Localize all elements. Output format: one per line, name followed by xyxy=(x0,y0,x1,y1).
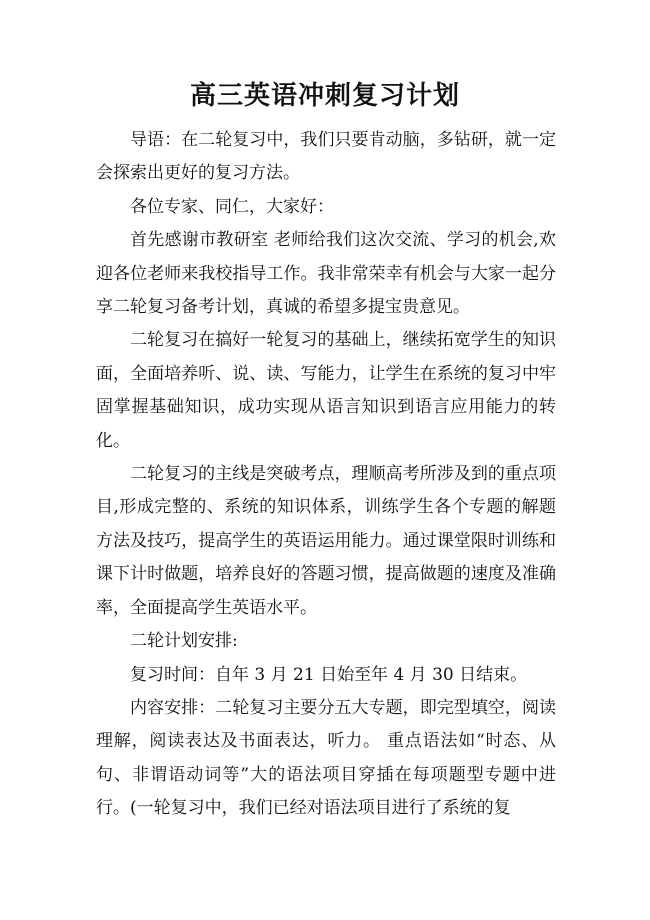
paragraph-plan-heading: 二轮计划安排: xyxy=(130,631,238,652)
document-body xyxy=(96,124,556,826)
document-title: 高三英语冲刺复习计划 xyxy=(189,81,460,111)
paragraph-content-plan: 内容安排：二轮复习主要分五大专题，即完型填空，阅读理解，阅读表达及书面表达，听力。 重点语法如“时态、从句、非谓语动词等”大的语法项目穿插在每项题型专题中进行。(一轮复习中，我们已经对语法项目进行了系统的复 xyxy=(96,697,556,819)
paragraph-greeting: 各位专家、同仁，大家好： xyxy=(130,196,334,217)
paragraph-main-line: 二轮复习的主线是突破考点，理顺高考所涉及到的重点项目,形成完整的、系统的知识体系，训练学生各个专题的解题方法及技巧，提高学生的英语运用能力。通过课堂限时训练和课下计时做题，培养良好的答题习惯，提高做题的速度及准确率，全面提高学生英语水平。 xyxy=(96,464,556,618)
paragraph-review-time: 复习时间：自年 3 月 21 日始至年 4 月 30 日结束。 xyxy=(130,664,528,685)
paragraph-intro: 导语：在二轮复习中，我们只要肯动脑，多钻研，就一定会探索出更好的复习方法。 xyxy=(96,130,556,184)
paragraph-thanks: 首先感谢市教研室 老师给我们这次交流、学习的机会,欢迎各位老师来我校指导工作。我非常荣幸有机会与大家一起分享二轮复习备考计划，真诚的希望多提宝贵意见。 xyxy=(96,230,556,318)
paragraph-second-round-goal: 二轮复习在搞好一轮复习的基础上，继续拓宽学生的知识面，全面培养听、说、读、写能力，让学生在系统的复习中牢固掌握基础知识，成功实现从语言知识到语言应用能力的转化。 xyxy=(96,330,556,451)
